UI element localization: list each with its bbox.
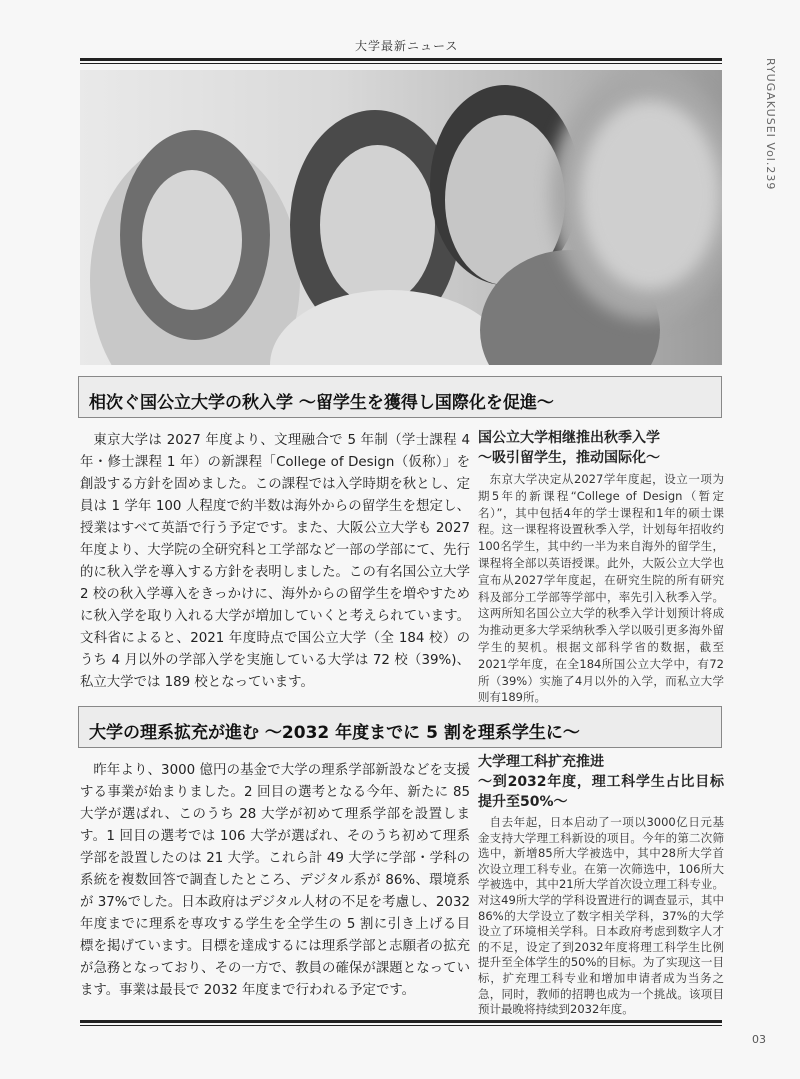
article1-body-jp: [80, 430, 470, 694]
article2-body-jp-text: 昨年より、3000 億円の基金で大学の理系学部新設などを支援する事業が始まりました。2 回目の選考となる今年、新たに 85 大学が選ばれ、このうち 28 大学が初めて理系学部を設置します。1 回目の選考では 106 大学が選ばれ、そのうち初めて理系学部を設置したのは 21 大学。これら計 49 大学に学部・学科の系統を複数回答で調査したところ、デジタル系が 86%、環境系が 37%でした。日本政府はデジタル人材の不足を考慮し、2032 年度までに理系を専攻する学生を全学生の 5 割に引き上げる目標を掲げています。目標を達成するには理系学部と志願者の拡充が急務となっており、その一方で、教員の確保が課題となっています。事業は最長で 2032 年度まで行われる予定です。: [80, 763, 470, 998]
article2-body-jp: [80, 760, 470, 1002]
article2-title-jp: 大学の理系拡充が進む ～2032 年度までに 5 割を理系学生に～: [89, 723, 580, 743]
article1-subtitle-cn: ～吸引留学生，推动国际化～: [478, 450, 660, 466]
article1-cn-column: [478, 428, 724, 706]
article1-heading-box: [78, 376, 722, 418]
top-rule: [80, 58, 722, 64]
bottom-rule: [80, 1020, 722, 1026]
article2-heading-box: [78, 706, 722, 748]
section-header: 大学最新ニュース: [355, 39, 459, 53]
article2-subtitle-cn: ～到2032年度，理工科学生占比目标提升至50%～: [478, 774, 724, 810]
students-photo: [80, 70, 722, 365]
article1-body-jp-text: 東京大学は 2027 年度より、文理融合で 5 年制（学士課程 4 年・修士課程 1 年）の新課程「College of Design（仮称）」を創設する方針を固めました。この課程では入学時期を秋とし、定員は 1 学年 100 人程度で約半数は海外からの留学生を想定し、授業はすべて英語で行う予定です。また、大阪公立大学も 2027 年度より、大学院の全研究科と工学部など一部の学部にて、先行的に秋入学を導入する方針を表明しました。この有名国公立大学 2 校の秋入学導入をきっかけに、海外からの留学生を増やすために秋入学を取り入れる大学が増加していくと考えられています。文科省によると、2021 年度時点で国公立大学（全 184 校）のうち 4 月以外の学部入学を実施している大学は 72 校（39%)、私立大学では 189 校となっています。: [80, 433, 470, 690]
article2-title-cn: 大学理工科扩充推进: [478, 754, 604, 770]
article2-cn-column: [478, 752, 724, 1018]
magazine-issue: RYUGAKUSEI Vol.239: [764, 58, 777, 191]
article1-title-cn: 国公立大学相继推出秋季入学: [478, 430, 660, 446]
article2-body-cn: 自去年起，日本启动了一项以3000亿日元基金支持大学理工科新设的项目。今年的第二次筛选中，新增85所大学被选中，其中28所大学首次设立理工科专业。在第一次筛选中，106所大学被选中，其中21所大学首次设立理工科专业。对这49所大学的学科设置进行的调查显示，其中86%的大学设立了数字相关学科，37%的大学设立了环境相关学科。日本政府考虑到数字人才的不足，设定了到2032年度将理工科学生比例提升至全体学生的50%的目标。为了实现这一目标，扩充理工科专业和增加申请者成为当务之急，同时，教师的招聘也成为一个挑战。该项目预计最晚将持续到2032年度。: [478, 815, 724, 1017]
article1-body-cn: 东京大学决定从2027学年度起，设立一项为期5年的新课程“College of Design（暂定名）”，其中包括4年的学士课程和1年的硕士课程。这一课程将设置秋季入学，计划每年招收约100名学生，其中约一半为来自海外的留学生，课程将全部以英语授课。此外，大阪公立大学也宣布从2027学年度起，在研究生院的所有研究科及部分工学部等学部中，率先引入秋季入学。这两所知名国公立大学的秋季入学计划预计将成为推动更多大学采纳秋季入学以吸引更多海外留学生的契机。根据文部科学省的数据，截至2021学年度，在全184所国公立大学中，有72所（39%）实施了4月以外的入学，而私立大学则有189所。: [478, 472, 724, 705]
page-number: 03: [752, 1033, 766, 1046]
article1-title-jp: 相次ぐ国公立大学の秋入学 ～留学生を獲得し国際化を促進～: [89, 393, 554, 413]
